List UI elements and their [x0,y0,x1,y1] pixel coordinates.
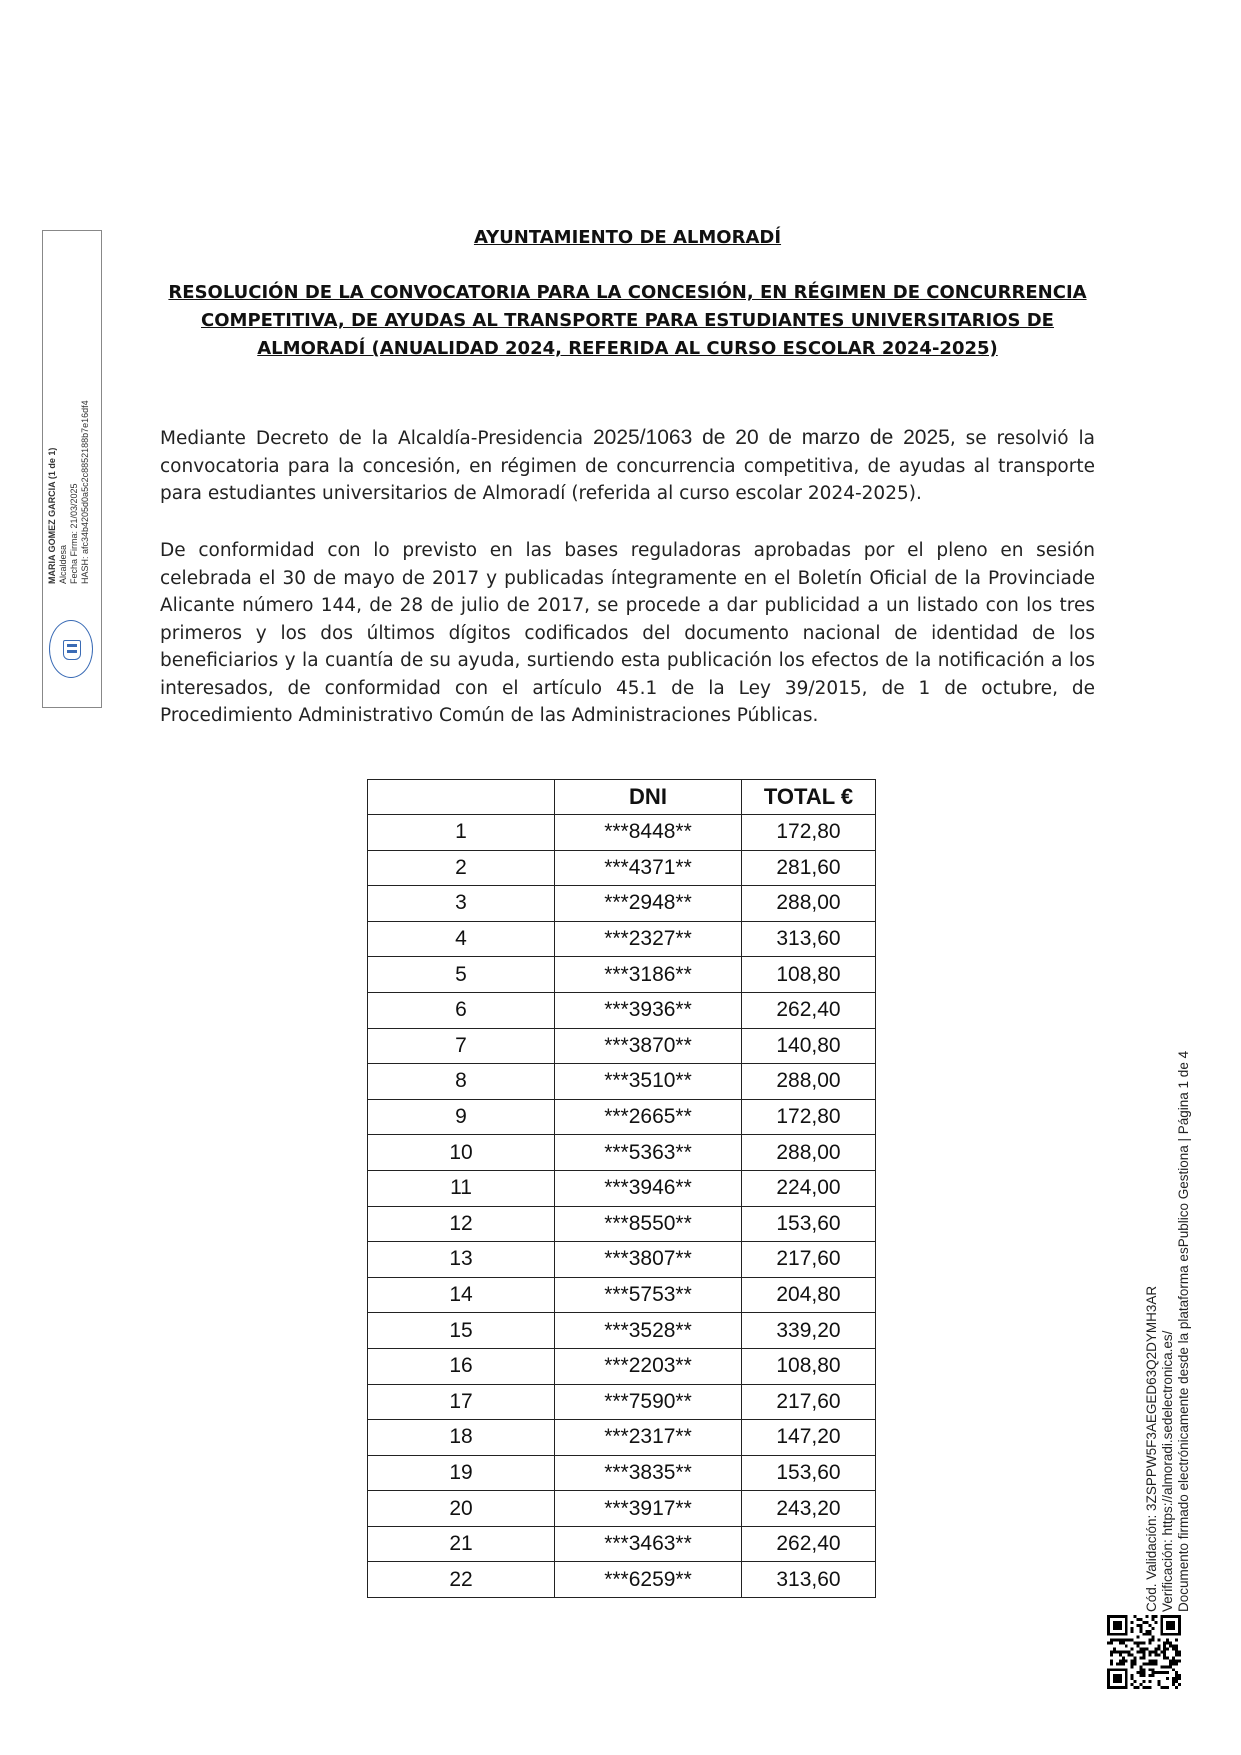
row-index: 12 [368,1206,555,1242]
row-total: 339,20 [742,1313,876,1349]
table-row [368,1206,876,1242]
row-total: 313,60 [742,1562,876,1598]
row-dni: ***3946** [555,1170,742,1206]
row-dni: ***3528** [555,1313,742,1349]
table-row [368,992,876,1028]
row-index: 11 [368,1170,555,1206]
validation-footer: Documento firmado electrónicamente desde la plataforma esPublico Gestiona | Página 1 de 4 [1176,1050,1191,1612]
title-line: COMPETITIVA, DE AYUDAS AL TRANSPORTE PARA ESTUDIANTES UNIVERSITARIOS DE [201,310,1054,331]
row-index: 22 [368,1562,555,1598]
paragraph-conformity: De conformidad con lo previsto en las bases reguladoras aprobadas por el pleno en sesión celebrada el 30 de mayo de 2017 y publicadas íntegramente en el Boletín Oficial de la Provinciade Alicante número 144, de 28 de julio de 2017, se procede a dar publicidad a un listado con los tres primeros y los dos últimos dígitos codificados del documento nacional de identidad de los beneficiarios y la cuantía de su ayuda, surtiendo esta publicación los efectos de la notificación a los interesados, de conformidad con el artículo 45.1 de la Ley 39/2015, de 1 de octubre, de Procedimiento Administrativo Común de las Administraciones Públicas. [160,540,1095,726]
row-total: 153,60 [742,1206,876,1242]
row-total: 108,80 [742,1348,876,1384]
row-index: 14 [368,1277,555,1313]
header-index [368,780,555,815]
seal-band [67,650,77,653]
row-index: 17 [368,1384,555,1420]
table-row [368,1135,876,1171]
row-dni: ***4371** [555,850,742,886]
document-title [160,279,1095,363]
table-row [368,1277,876,1313]
municipal-seal-icon [49,620,93,678]
row-index: 18 [368,1420,555,1456]
row-total: 262,40 [742,1526,876,1562]
row-total: 288,00 [742,1064,876,1100]
table-row [368,1455,876,1491]
table-row [368,1028,876,1064]
signature-date: Fecha Firma: 21/03/2025 [69,483,79,584]
row-total: 217,60 [742,1384,876,1420]
row-index: 20 [368,1491,555,1527]
table-row [368,1384,876,1420]
validation-code: Cód. Validación: 3ZSPPW5F3AEGED63Q2DYMH3AR [1144,1285,1159,1612]
row-total: 313,60 [742,921,876,957]
row-dni: ***7590** [555,1384,742,1420]
row-dni: ***3807** [555,1242,742,1278]
row-dni: ***3835** [555,1455,742,1491]
decree-text-end: , se resolvió la convocatoria para la concesión, en régimen de concurrencia competitiva, de ayudas al transporte para estudiantes universitarios de Almoradí (referida al curso escolar 2024-2025). [160,428,1095,504]
row-dni: ***2327** [555,921,742,957]
row-index: 2 [368,850,555,886]
row-total: 224,00 [742,1170,876,1206]
title-line: ALMORADÍ (ANUALIDAD 2024, REFERIDA AL CURSO ESCOLAR 2024-2025) [257,338,998,359]
title-line: RESOLUCIÓN DE LA CONVOCATORIA PARA LA CONCESIÓN, EN RÉGIMEN DE CONCURRENCIA [168,282,1087,303]
row-total: 288,00 [742,1135,876,1171]
row-dni: ***3510** [555,1064,742,1100]
validation-info [1144,1051,1192,1612]
qr-code-icon [1107,1615,1181,1689]
row-total: 172,80 [742,815,876,851]
row-dni: ***2948** [555,886,742,922]
row-dni: ***8550** [555,1206,742,1242]
row-dni: ***3186** [555,957,742,993]
row-index: 3 [368,886,555,922]
table-row [368,1526,876,1562]
decree-text: Mediante Decreto de la Alcaldía-Presidencia [160,428,593,449]
row-index: 10 [368,1135,555,1171]
row-index: 7 [368,1028,555,1064]
table-row [368,957,876,993]
signature-hash: HASH: afc34b4205d0a5c2c8852188b7e16df4 [80,400,90,584]
row-index: 8 [368,1064,555,1100]
paragraph-decree [160,424,1095,508]
row-total: 140,80 [742,1028,876,1064]
row-dni: ***3917** [555,1491,742,1527]
row-index: 16 [368,1348,555,1384]
table-row [368,815,876,851]
row-total: 153,60 [742,1455,876,1491]
row-dni: ***6259** [555,1562,742,1598]
row-total: 288,00 [742,886,876,922]
row-index: 15 [368,1313,555,1349]
table-row [368,1562,876,1598]
header-dni: DNI [555,780,742,815]
row-dni: ***5363** [555,1135,742,1171]
table-row [368,850,876,886]
table-row [368,1313,876,1349]
table-row [368,1491,876,1527]
row-dni: ***2665** [555,1099,742,1135]
row-index: 1 [368,815,555,851]
table-row [368,886,876,922]
row-index: 21 [368,1526,555,1562]
row-index: 4 [368,921,555,957]
row-dni: ***3870** [555,1028,742,1064]
table-row [368,1064,876,1100]
row-dni: ***2317** [555,1420,742,1456]
signer-role: Alcaldesa [58,544,68,584]
table-row [368,1420,876,1456]
row-total: 108,80 [742,957,876,993]
row-total: 243,20 [742,1491,876,1527]
row-total: 217,60 [742,1242,876,1278]
seal-shield [63,640,81,660]
beneficiaries-table [367,779,876,1598]
row-dni: ***3463** [555,1526,742,1562]
validation-url: Verificación: https://almoradi.sedelectronica.es/ [1160,1330,1175,1612]
table-row [368,1099,876,1135]
row-total: 147,20 [742,1420,876,1456]
row-dni: ***2203** [555,1348,742,1384]
row-index: 19 [368,1455,555,1491]
organization-title: AYUNTAMIENTO DE ALMORADÍ [473,227,782,248]
table-row [368,921,876,957]
signer-name: MARIA GOMEZ GARCIA (1 de 1) [47,447,57,584]
row-index: 13 [368,1242,555,1278]
row-dni: ***5753** [555,1277,742,1313]
header-total: TOTAL € [742,780,876,815]
row-index: 5 [368,957,555,993]
row-dni: ***3936** [555,992,742,1028]
row-total: 204,80 [742,1277,876,1313]
row-index: 6 [368,992,555,1028]
row-index: 9 [368,1099,555,1135]
seal-band [67,644,77,647]
row-total: 172,80 [742,1099,876,1135]
row-total: 281,60 [742,850,876,886]
row-dni: ***8448** [555,815,742,851]
row-total: 262,40 [742,992,876,1028]
table-row [368,1170,876,1206]
decree-reference: 2025/1063 de 20 de marzo de 2025 [592,426,950,449]
table-row [368,1348,876,1384]
table-row [368,1242,876,1278]
table-header-row [368,780,876,815]
signature-info [47,364,91,584]
